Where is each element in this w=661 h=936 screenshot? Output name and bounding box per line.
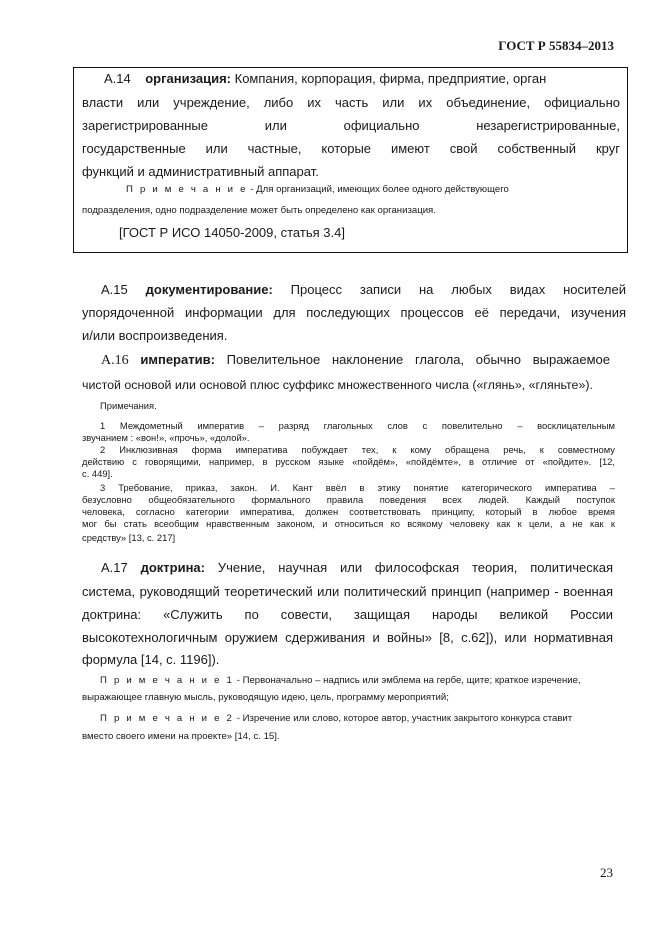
a15-number: А.15 xyxy=(101,282,128,297)
a17-note1-label: П р и м е ч а н и е 1 xyxy=(100,675,235,686)
a17-text-line: Учение, научная или философская теория, политическая xyxy=(217,560,613,575)
a17-note1-line xyxy=(100,675,581,687)
a16-notes-title: Примечания. xyxy=(100,400,157,411)
a16-number: А.16 xyxy=(101,353,129,368)
a14-word: незарегистрированные, xyxy=(476,118,620,133)
document-code-header: ГОСТ Р 55834–2013 xyxy=(498,38,614,53)
a16-note-line: мог бы стать всеобщим нравственным законом, и относиться ко всякому человеку как к цели, а не как к xyxy=(82,518,615,529)
a14-number: А.14 xyxy=(104,71,131,86)
a14-note-line xyxy=(126,184,509,196)
a16-note-line: 2 Инклюзивная форма императива побуждает тех, к кому обращена речь, к совместному xyxy=(100,444,615,455)
a16-note-line: с. 449]. xyxy=(82,468,113,479)
a17-note1-text: - Первоначально – надпись или эмблема на гербе, щите; краткое изречение, xyxy=(234,675,581,686)
a15-text-line: Процесс записи на любых видах носителей xyxy=(290,282,626,297)
a17-note1-line: выражающее главную мысль, руководящую идею, цель, программу мероприятий; xyxy=(82,692,449,703)
a14-word: официально xyxy=(343,118,420,133)
a16-note-line: 3 Требование, приказ, закон. И. Кант ввёл в этику понятие категорического императива – xyxy=(100,482,615,493)
a16-term: императив: xyxy=(140,352,215,367)
a17-text-line: доктрина: «Служить по совести, защищая народы великой России xyxy=(82,607,613,622)
a14-term: организация: xyxy=(145,71,231,86)
a16-first-line xyxy=(101,352,610,369)
a14-text-line: функций и административный аппарат. xyxy=(82,164,319,179)
a17-note2-label: П р и м е ч а н и е 2 xyxy=(100,713,235,724)
a14-word: или xyxy=(264,118,287,133)
a14-note-text: - Для организаций, имеющих более одного действующего xyxy=(247,184,509,195)
a14-text-line: Компания, корпорация, фирма, предприятие, орган xyxy=(234,71,547,86)
a14-text-line xyxy=(82,118,620,134)
a14-note-label: П р и м е ч а н и е xyxy=(126,184,248,195)
a15-text-line: упорядоченной информации для последующих процессов её передачи, изучения xyxy=(82,305,626,320)
a16-text-line: чистой основой или основой плюс суффикс множественного числа («глянь», «гляньте»). xyxy=(82,378,593,392)
a17-note2-line: вместо своего имени на проекте» [14, с. 15]. xyxy=(82,731,280,742)
a17-note2-text: - Изречение или слово, которое автор, участник закрытого конкурса ставит xyxy=(234,713,573,724)
a16-note-line: средству» [13, с. 217] xyxy=(82,532,176,543)
a17-text-line: система, руководящий теоретический или политический принцип (например - военная xyxy=(82,584,613,599)
a17-first-line xyxy=(101,560,613,576)
a16-note-line: человека, согласно категории императива, должен соответствовать принципу, который в любое время xyxy=(82,506,615,517)
a15-term: документирование: xyxy=(145,282,273,297)
a14-first-line xyxy=(104,71,620,87)
a16-note-line: действию с говорящими, например, в русском языке «пойдём», «пойдёмте», в отличие от «пойдите». [12, xyxy=(82,456,615,467)
a16-note-line: звучанием : «вон!», «прочь», «долой». xyxy=(82,432,250,443)
a16-note-line: 1 Междометный императив – разряд глагольных слов с повелительно – восклицательным xyxy=(100,420,615,431)
a15-text-line: и/или воспроизведения. xyxy=(82,328,228,343)
a17-note2-line xyxy=(100,713,572,725)
a15-first-line xyxy=(101,282,626,298)
a17-text-line: формула [14, с. 1196]). xyxy=(82,652,220,667)
a17-term: доктрина: xyxy=(140,560,205,575)
a17-text-line: высокотехнологичным оружием сдерживания и войны» [8, с.62]), или нормативная xyxy=(82,630,613,645)
a14-word: зарегистрированные xyxy=(82,118,208,133)
a14-text-line: власти или учреждение, либо их часть или их объединение, официально xyxy=(82,95,620,110)
page-number: 23 xyxy=(600,865,613,880)
a16-note-line: безусловно общеобязательного формального правила поведения всех людей. Каждый поступок xyxy=(82,494,615,505)
a14-source: [ГОСТ Р ИСО 14050-2009, статья 3.4] xyxy=(119,225,345,240)
a16-text-line: Повелительное наклонение глагола, обычно выражаемое xyxy=(226,352,610,367)
a14-text-line: государственные или частные, которые имеют свой собственный круг xyxy=(82,141,620,156)
a14-note-line: подразделения, одно подразделение может быть определено как организация. xyxy=(82,205,436,216)
a17-number: А.17 xyxy=(101,560,128,575)
